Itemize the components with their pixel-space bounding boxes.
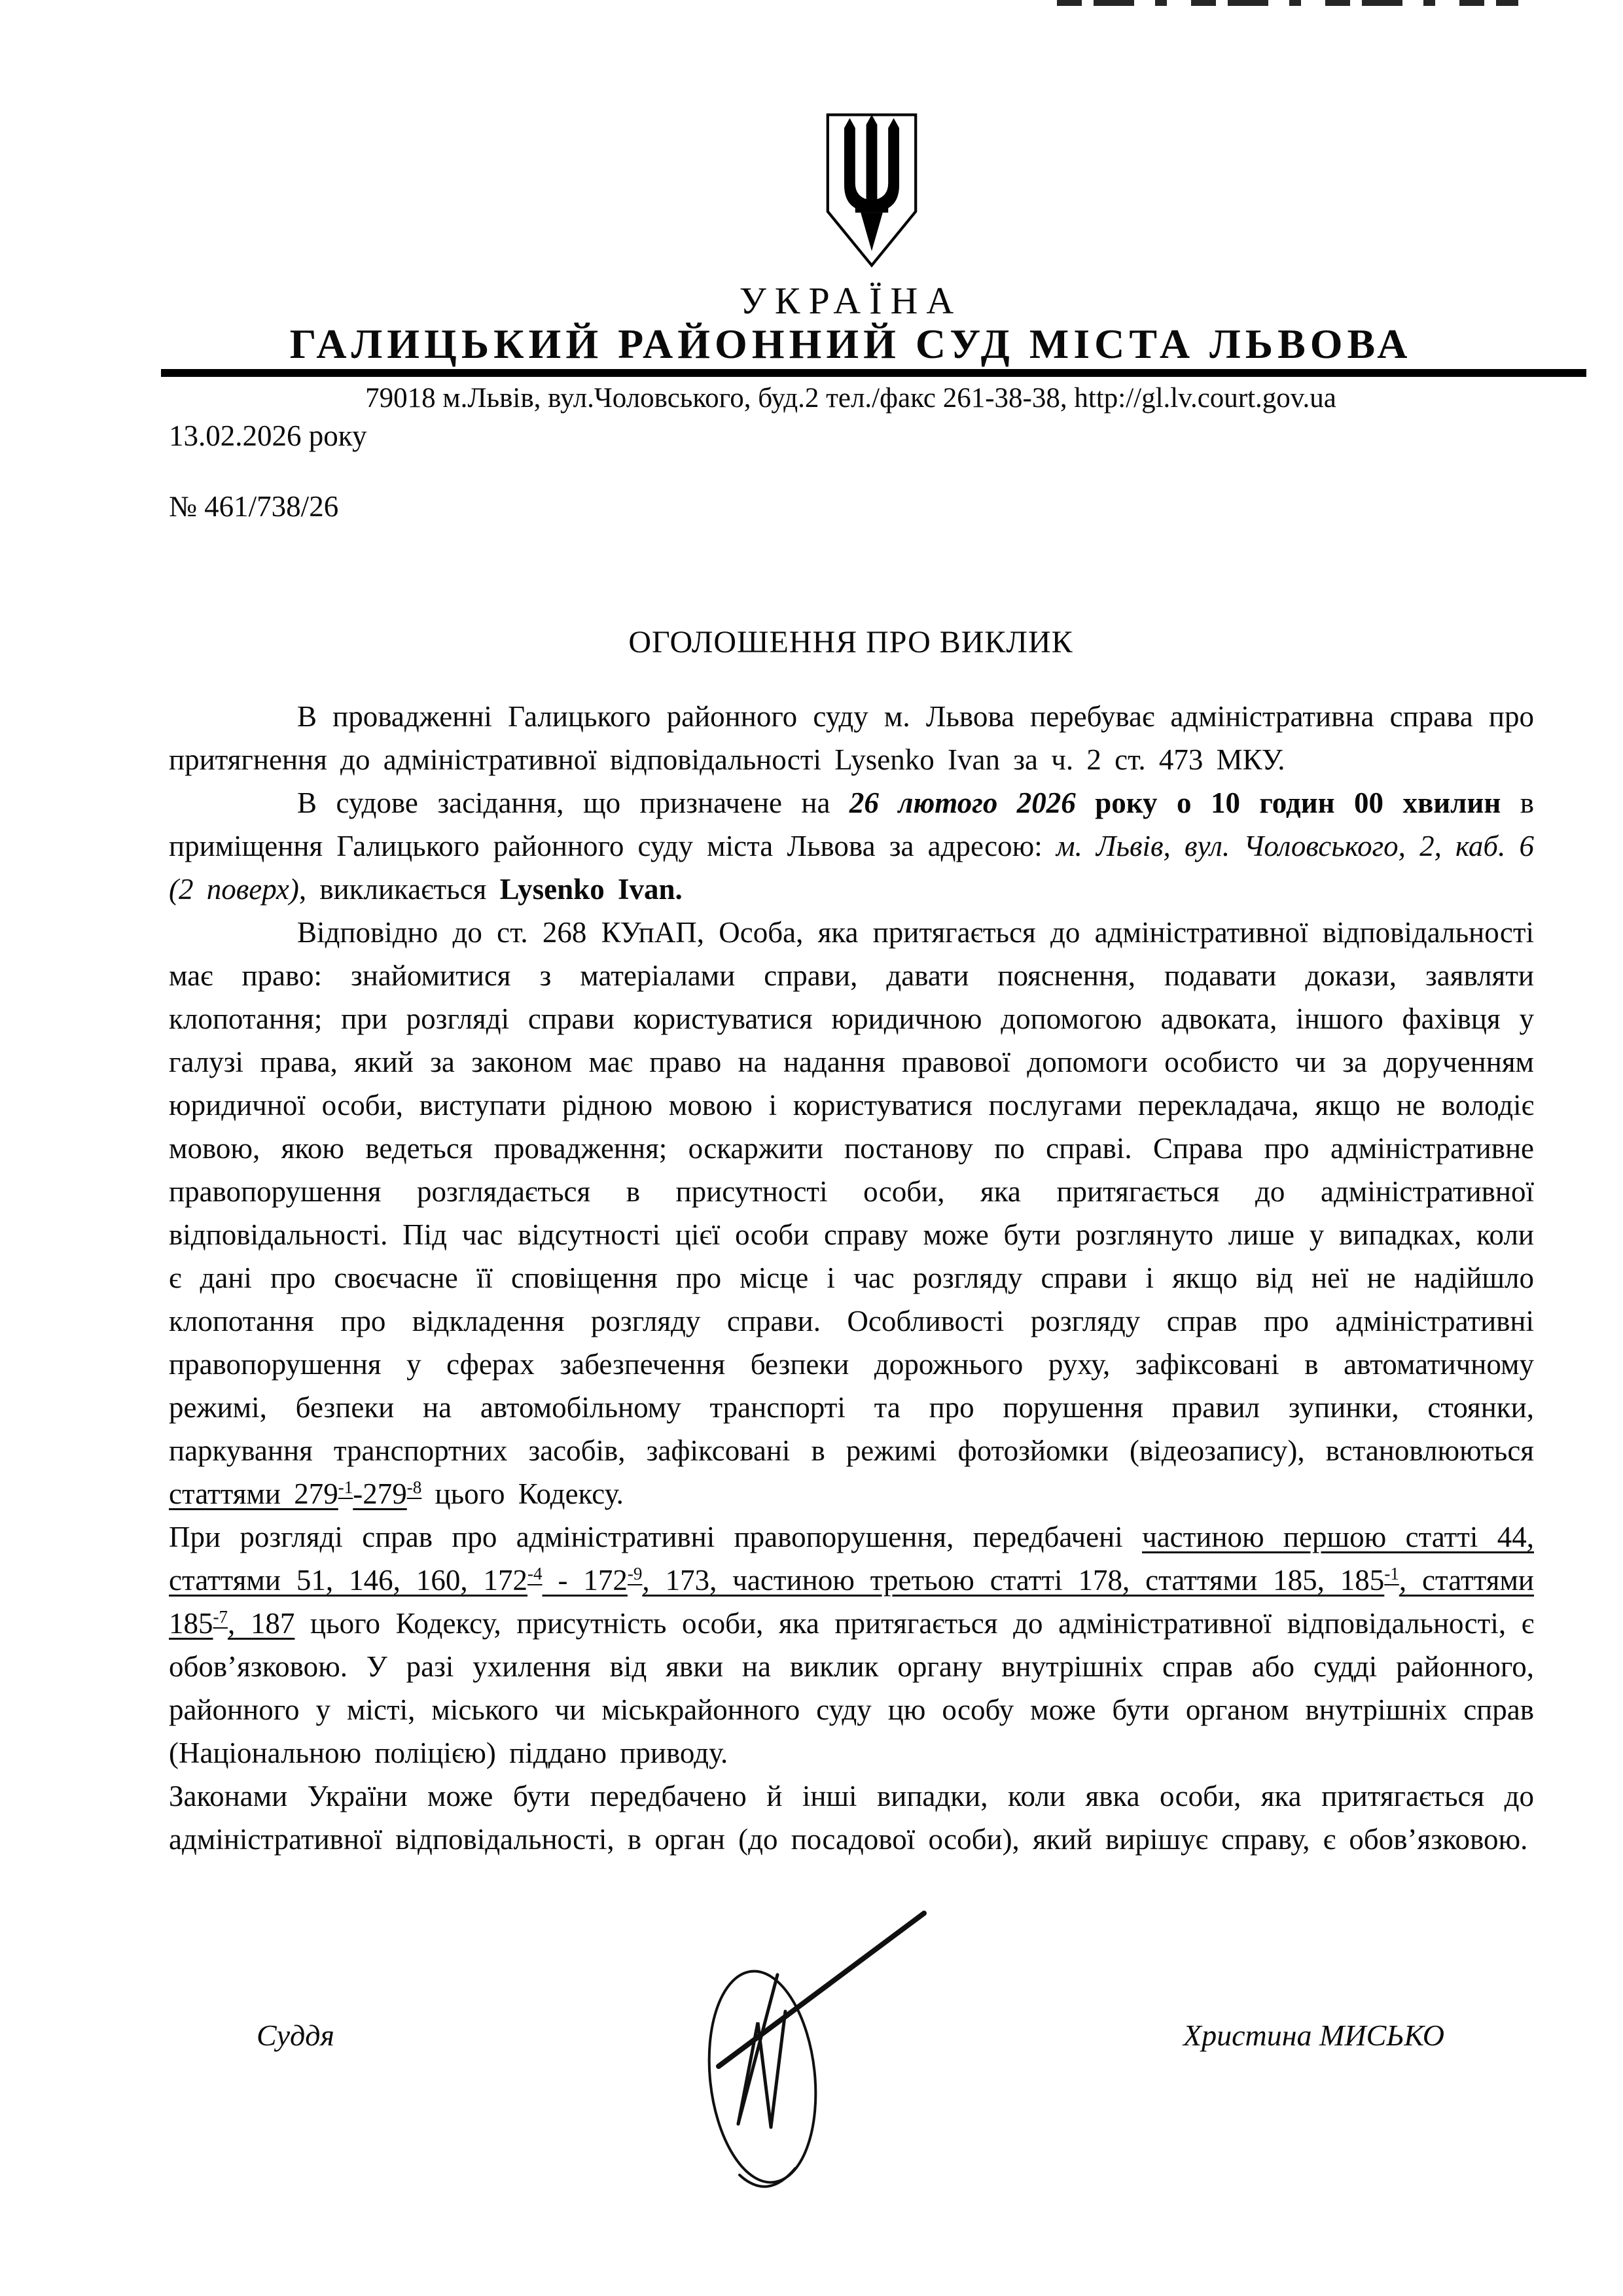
text-segment: При розгляді справ про адміністративні правопорушення, передбачені — [169, 1521, 1143, 1553]
scan-artifact — [1057, 0, 1518, 6]
text-segment: , статтями 185 — [169, 1564, 1534, 1640]
text-segment: -279 — [353, 1477, 407, 1510]
text-segment: В провадженні Галицького районного суду м. Львова перебуває адміністративна справа про притягнення до адміністративної відповідальності Lysenko Ivan за ч. 2 ст. 473 МКУ. — [169, 700, 1534, 776]
text-segment: цього Кодексу. — [421, 1477, 624, 1510]
text-segment: - 172 — [542, 1564, 628, 1597]
text-segment: м. Львів, вул. Чоловського, 2, каб. 6 (2 поверх) — [169, 830, 1534, 906]
text-segment: -1 — [338, 1477, 353, 1497]
document-body — [169, 695, 1534, 1861]
document-title: ОГОЛОШЕННЯ ПРО ВИКЛИК — [628, 625, 1073, 660]
text-segment: цього Кодексу, присутність особи, яка притягається до адміністративної відповідальності, є обов’язковою. У разі ухилення від явки на виклик органу внутрішніх справ або судді районного, районного у місті, міського чи міськрайонного суду цю особу може бути органом внутрішніх справ (Національною поліцією) піддано приводу. — [169, 1607, 1535, 1769]
judge-name: Христина МИСЬКО — [1183, 2019, 1445, 2052]
text-segment: 26 лютого 2026 — [849, 786, 1076, 819]
text-segment: року о 10 годин 00 хвилин — [1095, 786, 1501, 819]
text-segment: Lysenko Ivan. — [499, 873, 683, 906]
text-segment — [1076, 786, 1095, 819]
document-date: 13.02.2026 року — [169, 419, 367, 452]
trident-emblem-icon — [817, 107, 927, 274]
body-paragraph — [169, 911, 1534, 1515]
body-paragraph — [169, 1775, 1534, 1861]
text-segment: , 173, частиною третьою статті 178, статтями 185, 185 — [642, 1564, 1385, 1597]
text-segment: -1 — [1384, 1564, 1399, 1583]
court-address: 79018 м.Львів, вул.Чоловського, буд.2 тел./факс 261-38-38, http://gl.lv.court.gov.ua — [365, 383, 1336, 414]
text-segment: , викликається — [298, 873, 500, 906]
body-paragraph — [169, 695, 1534, 781]
header-divider — [161, 369, 1586, 377]
country-name: УКРАЇНА — [739, 279, 963, 322]
text-segment: частиною першою статті 44, статтями 51, 146, 160, 172 — [169, 1521, 1534, 1597]
court-name: ГАЛИЦЬКИЙ РАЙОННИЙ СУД МІСТА ЛЬВОВА — [289, 321, 1412, 367]
text-segment: Відповідно до ст. 268 КУпАП, Особа, яка притягається до адміністративної відповідальності має право: знайомитися з матеріалами справи, давати пояснення, подавати докази, заявляти клопотання; при розгляді справи користуватися юридичною допомогою адвоката, іншого фахівця у галузі права, який за законом має право на надання правової допомоги особисто чи за дорученням юридичної особи, виступати рідною мовою і користуватися послугами перекладача, якщо не володіє мовою, якою ведеться провадження; оскаржити постанову по справі. Справа про адміністративне правопорушення розглядається в присутності особи, яка притягається до адміністративної відповідальності. Під час відсутності цієї особи справу може бути розглянуто лише у випадках, коли є дані про своєчасне її сповіщення про місце і час розгляду справи і якщо від неї не надійшло клопотання про відкладення розгляду справи. Особливості розгляду справ про адміністративні правопорушення у сферах забезпечення безпеки дорожнього руху, зафіксовані в автоматичному режимі, безпеки на автомобільному транспорті та про порушення правил зупинки, стоянки, паркування транспортних засобів, зафіксовані в режимі фотозйомки (відеозапису), встановлюються — [169, 916, 1534, 1467]
text-segment: -7 — [213, 1607, 228, 1627]
body-paragraph — [169, 781, 1534, 911]
text-segment: , 187 — [228, 1607, 295, 1640]
text-segment: -4 — [527, 1564, 543, 1583]
text-segment: -9 — [627, 1564, 643, 1583]
text-segment: -8 — [406, 1477, 422, 1497]
text-segment: В судове засідання, що призначене на — [297, 786, 849, 819]
text-segment: Законами України може бути передбачено й інші випадки, коли явка особи, яка притягається до адміністративної відповідальності, в орган (до посадової особи), який вирішує справу, є обов’язковою. — [169, 1780, 1534, 1856]
case-number: № 461/738/26 — [169, 490, 339, 523]
body-paragraph — [169, 1515, 1534, 1775]
judge-label: Суддя — [257, 2019, 334, 2052]
judge-signature — [641, 1901, 936, 2219]
text-segment: в приміщення Галицького районного суду міста Львова за адресою: — [169, 786, 1534, 862]
text-segment: статтями 279 — [169, 1477, 338, 1510]
